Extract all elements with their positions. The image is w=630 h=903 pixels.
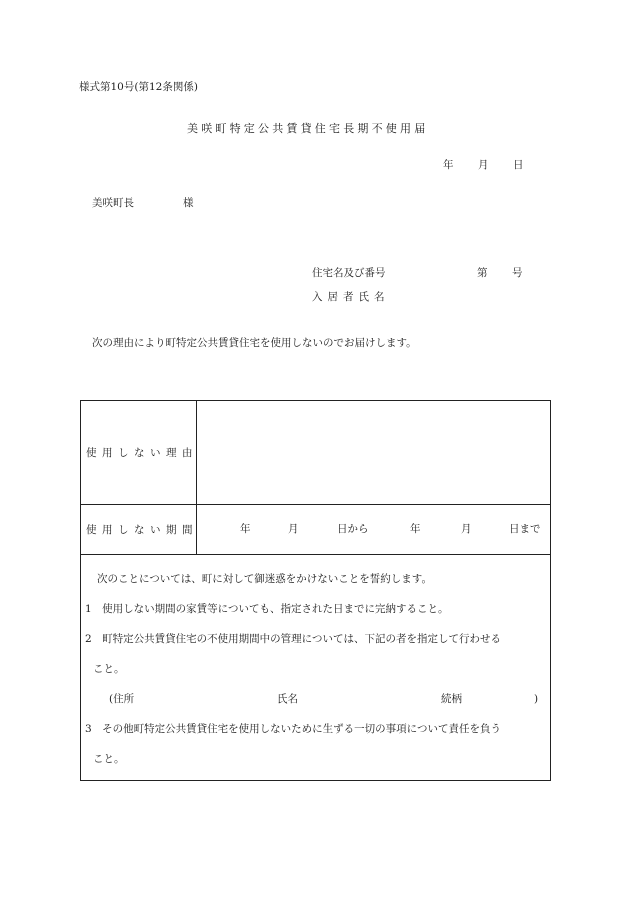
date-month: 月 — [478, 159, 489, 171]
row-divider-1 — [81, 504, 550, 505]
document-title: 美咲町特定公共賃貸住宅長期不使用届 — [187, 122, 429, 135]
period-from-day: 日から — [337, 523, 369, 535]
form-number: 様式第10号(第12条関係) — [79, 81, 198, 93]
addressee-honorific: 様 — [183, 197, 194, 209]
period-to-month: 月 — [461, 523, 472, 535]
pledge-item-2-cont: こと。 — [93, 663, 125, 675]
period-from-month: 月 — [288, 523, 299, 535]
intro-text: 次の理由により町特定公共賃貸住宅を使用しないのでお届けします。 — [92, 337, 417, 349]
agent-close-paren: ) — [534, 693, 539, 705]
pledge-item-2: 2 町特定公共賃貸住宅の不使用期間中の管理については、下記の者を指定して行わせる — [85, 633, 501, 645]
agent-relation-label: 続柄 — [441, 693, 462, 705]
agent-address-label: (住所 — [109, 693, 135, 705]
period-to-day: 日まで — [509, 523, 541, 535]
form-table — [80, 400, 551, 781]
housing-number-suffix: 号 — [512, 267, 523, 279]
addressee-name: 美咲町長 — [92, 197, 134, 209]
housing-number-prefix: 第 — [477, 267, 488, 279]
pledge-text: 次のことについては、町に対して御迷惑をかけないことを誓約します。 — [97, 573, 432, 585]
agent-name-label: 氏名 — [277, 693, 298, 705]
reason-label: 使用しない理由 — [86, 447, 198, 459]
period-to-year: 年 — [410, 523, 421, 535]
period-from-year: 年 — [240, 523, 251, 535]
row-divider-2 — [81, 554, 550, 555]
pledge-item-3: 3 その他町特定公共賃貸住宅を使用しないために生ずる一切の事項について責任を負う — [85, 723, 501, 735]
date-day: 日 — [513, 159, 524, 171]
pledge-item-1: 1 使用しない期間の家賃等についても、指定された日までに完納すること。 — [85, 603, 449, 615]
date-year: 年 — [443, 159, 454, 171]
housing-label: 住宅名及び番号 — [312, 267, 386, 279]
pledge-item-3-cont: こと。 — [93, 753, 125, 765]
resident-name-label: 入居者氏名 — [312, 291, 390, 303]
period-label: 使用しない期間 — [86, 524, 198, 536]
